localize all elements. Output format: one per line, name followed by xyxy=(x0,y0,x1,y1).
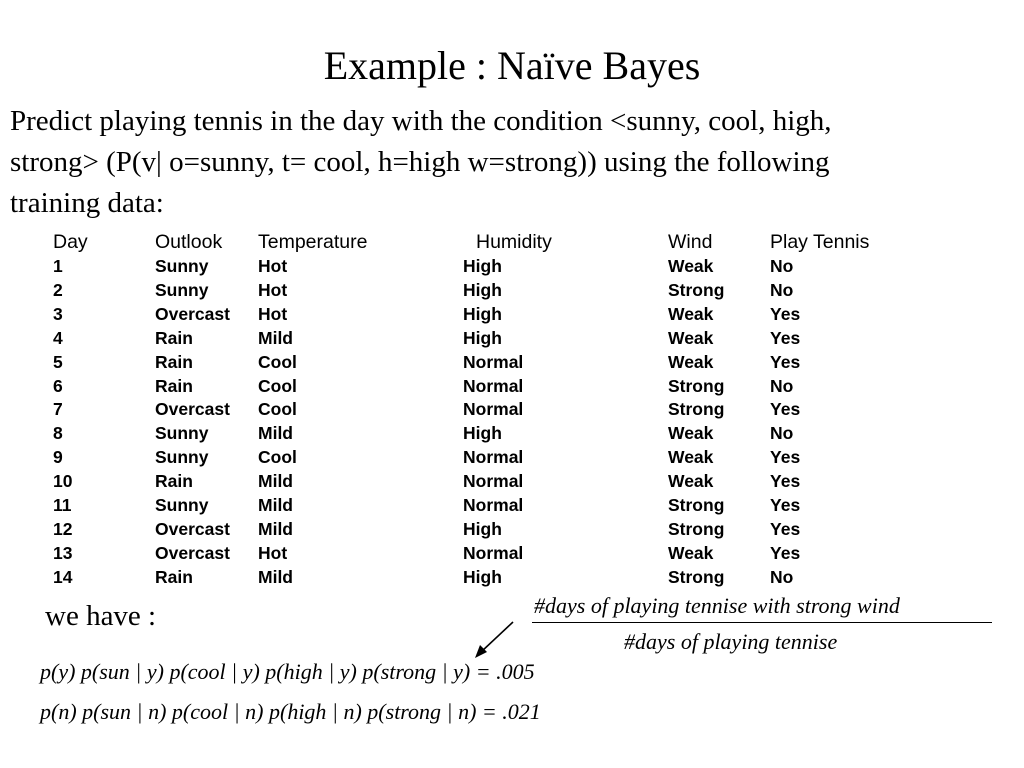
cell-outlook: Sunny xyxy=(155,256,209,276)
cell-day: 5 xyxy=(53,351,63,372)
cell-temperature: Cool xyxy=(258,375,297,396)
table-row xyxy=(53,375,930,399)
cell-temperature: Mild xyxy=(258,423,293,444)
cell-humidity: High xyxy=(463,303,502,324)
table-row xyxy=(53,327,930,351)
table-row xyxy=(53,566,930,590)
cell-temperature: Cool xyxy=(258,399,297,420)
cell-play-tennis: No xyxy=(770,566,794,587)
we-have-label: we have : xyxy=(45,600,157,632)
cell-day: 6 xyxy=(53,375,63,396)
cell-play-tennis: No xyxy=(770,423,794,444)
table-row xyxy=(53,518,930,542)
cell-day: 4 xyxy=(53,327,63,348)
table-header-row xyxy=(53,229,930,255)
cell-temperature: Hot xyxy=(258,303,288,324)
cell-wind: Strong xyxy=(668,279,725,300)
cell-outlook: Rain xyxy=(155,566,193,587)
cell-temperature: Hot xyxy=(258,256,288,276)
cell-temperature: Mild xyxy=(258,566,293,587)
problem-line-1: Predict playing tennis in the day with the condition <sunny, cool, high, xyxy=(10,105,832,137)
cell-play-tennis: Yes xyxy=(770,351,801,372)
header-wind: Wind xyxy=(668,231,713,253)
header-play-tennis: Play Tennis xyxy=(770,231,870,253)
table-row xyxy=(53,470,930,494)
cell-wind: Strong xyxy=(668,495,725,516)
cell-day: 10 xyxy=(53,471,73,492)
cell-humidity: High xyxy=(463,327,502,348)
cell-humidity: Normal xyxy=(463,375,524,396)
problem-line-2: strong> (P(v| o=sunny, t= cool, h=high w=strong)) using the following xyxy=(10,146,830,178)
cell-play-tennis: Yes xyxy=(770,495,801,516)
cell-play-tennis: No xyxy=(770,279,794,300)
cell-outlook: Sunny xyxy=(155,279,209,300)
table-row xyxy=(53,422,930,446)
table-row xyxy=(53,398,930,422)
equation-no: p(n) p(sun | n) p(cool | n) p(high | n) p(strong | n) = .021 xyxy=(40,699,541,724)
cell-day: 11 xyxy=(53,495,72,516)
cell-day: 2 xyxy=(53,279,63,300)
table-row xyxy=(53,255,930,279)
cell-wind: Strong xyxy=(668,518,725,539)
cell-outlook: Overcast xyxy=(155,542,230,563)
header-outlook: Outlook xyxy=(155,231,223,253)
problem-line-3: training data: xyxy=(10,187,164,219)
cell-humidity: Normal xyxy=(463,471,524,492)
table-row xyxy=(53,303,930,327)
cell-wind: Weak xyxy=(668,351,714,372)
problem-statement xyxy=(10,101,1010,224)
cell-day: 8 xyxy=(53,423,63,444)
cell-humidity: High xyxy=(463,279,502,300)
cell-play-tennis: Yes xyxy=(770,327,801,348)
table-body xyxy=(53,255,930,590)
cell-wind: Strong xyxy=(668,566,725,587)
cell-humidity: High xyxy=(463,566,502,587)
cell-outlook: Overcast xyxy=(155,518,230,539)
training-data-table xyxy=(53,229,930,590)
cell-wind: Weak xyxy=(668,303,714,324)
header-humidity: Humidity xyxy=(476,231,552,253)
table-row xyxy=(53,351,930,375)
cell-wind: Weak xyxy=(668,423,714,444)
cell-day: 1 xyxy=(53,256,63,276)
cell-humidity: High xyxy=(463,518,502,539)
cell-wind: Weak xyxy=(668,256,714,276)
cell-temperature: Cool xyxy=(258,351,297,372)
cell-day: 9 xyxy=(53,447,63,468)
fraction-numerator: #days of playing tennise with strong wind xyxy=(534,593,900,618)
cell-temperature: Mild xyxy=(258,471,293,492)
table-row xyxy=(53,279,930,303)
cell-temperature: Hot xyxy=(258,279,288,300)
cell-outlook: Rain xyxy=(155,327,193,348)
cell-outlook: Sunny xyxy=(155,447,209,468)
cell-outlook: Overcast xyxy=(155,399,230,420)
cell-day: 12 xyxy=(53,518,73,539)
cell-outlook: Overcast xyxy=(155,303,230,324)
slide-title: Example : Naïve Bayes xyxy=(323,43,701,88)
cell-wind: Weak xyxy=(668,471,714,492)
cell-play-tennis: Yes xyxy=(770,399,801,420)
cell-wind: Weak xyxy=(668,542,714,563)
cell-play-tennis: Yes xyxy=(770,471,801,492)
header-temperature: Temperature xyxy=(258,231,368,253)
cell-humidity: Normal xyxy=(463,542,524,563)
table-row xyxy=(53,542,930,566)
fraction-denominator: #days of playing tennise xyxy=(624,629,838,654)
cell-play-tennis: Yes xyxy=(770,303,801,324)
cell-temperature: Mild xyxy=(258,327,293,348)
cell-temperature: Mild xyxy=(258,518,293,539)
cell-outlook: Rain xyxy=(155,471,193,492)
cell-play-tennis: No xyxy=(770,256,794,276)
cell-temperature: Mild xyxy=(258,495,293,516)
cell-wind: Weak xyxy=(668,447,714,468)
arrow-icon xyxy=(470,618,520,662)
cell-day: 13 xyxy=(53,542,73,563)
cell-outlook: Rain xyxy=(155,375,193,396)
cell-humidity: High xyxy=(463,423,502,444)
cell-outlook: Sunny xyxy=(155,423,209,444)
cell-humidity: High xyxy=(463,256,502,276)
cell-temperature: Cool xyxy=(258,447,297,468)
cell-play-tennis: Yes xyxy=(770,542,801,563)
cell-wind: Strong xyxy=(668,375,725,396)
cell-temperature: Hot xyxy=(258,542,288,563)
cell-play-tennis: Yes xyxy=(770,447,801,468)
fraction-bar xyxy=(532,622,992,623)
table-row xyxy=(53,446,930,470)
cell-outlook: Sunny xyxy=(155,495,209,516)
cell-humidity: Normal xyxy=(463,495,524,516)
cell-humidity: Normal xyxy=(463,399,524,420)
cell-day: 7 xyxy=(53,399,63,420)
cell-outlook: Rain xyxy=(155,351,193,372)
cell-day: 3 xyxy=(53,303,63,324)
cell-day: 14 xyxy=(53,566,73,587)
cell-wind: Strong xyxy=(668,399,725,420)
cell-humidity: Normal xyxy=(463,351,524,372)
cell-humidity: Normal xyxy=(463,447,524,468)
equation-yes: p(y) p(sun | y) p(cool | y) p(high | y) p(strong | y) = .005 xyxy=(40,659,535,684)
header-day: Day xyxy=(53,231,88,253)
cell-play-tennis: Yes xyxy=(770,518,801,539)
cell-wind: Weak xyxy=(668,327,714,348)
table-row xyxy=(53,494,930,518)
cell-play-tennis: No xyxy=(770,375,794,396)
